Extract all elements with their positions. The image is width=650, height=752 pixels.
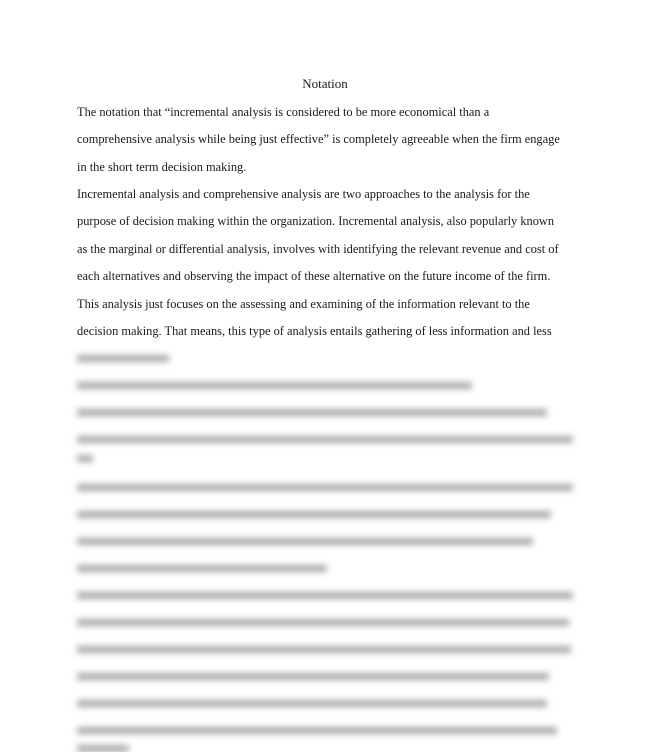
text-line: purpose of decision making within the organization. Incremental analysis, also popularly known (77, 214, 555, 228)
text-line: each alternatives and observing the impact of these alternative on the future income of the firm. (77, 269, 551, 283)
blurred-text-line (77, 565, 327, 572)
text-line: comprehensive analysis while being just effective” is completely agreeable when the firm engage (77, 132, 560, 146)
blurred-text-line (77, 382, 472, 389)
blurred-preview-region (0, 346, 650, 750)
blurred-text-line (77, 700, 547, 707)
blurred-text-line (77, 436, 573, 443)
text-line: Incremental analysis and comprehensive analysis are two approaches to the analysis for the (77, 187, 530, 201)
text-line: as the marginal or differential analysis, involves with identifying the relevant revenue and cost of (77, 242, 559, 256)
blurred-text-line (77, 355, 169, 362)
blurred-text-line (77, 409, 547, 416)
blurred-text-line (77, 727, 557, 734)
blurred-text-line (77, 619, 569, 626)
blurred-text-line (77, 455, 93, 462)
blurred-text-line (77, 511, 551, 518)
text-line: in the short term decision making. (77, 160, 247, 174)
text-line: This analysis just focuses on the assessing and examining of the information relevant to the (77, 297, 530, 311)
blurred-text-line (77, 646, 571, 653)
text-line: decision making. That means, this type of analysis entails gathering of less information and less (77, 324, 552, 338)
blurred-text-line (77, 538, 533, 545)
blurred-text-line (77, 745, 129, 752)
blurred-text-line (77, 673, 549, 680)
text-line: The notation that “incremental analysis is considered to be more economical than a (77, 105, 490, 119)
blurred-text-line (77, 592, 573, 599)
page-title: Notation (302, 76, 348, 91)
blurred-text-line (77, 484, 573, 491)
